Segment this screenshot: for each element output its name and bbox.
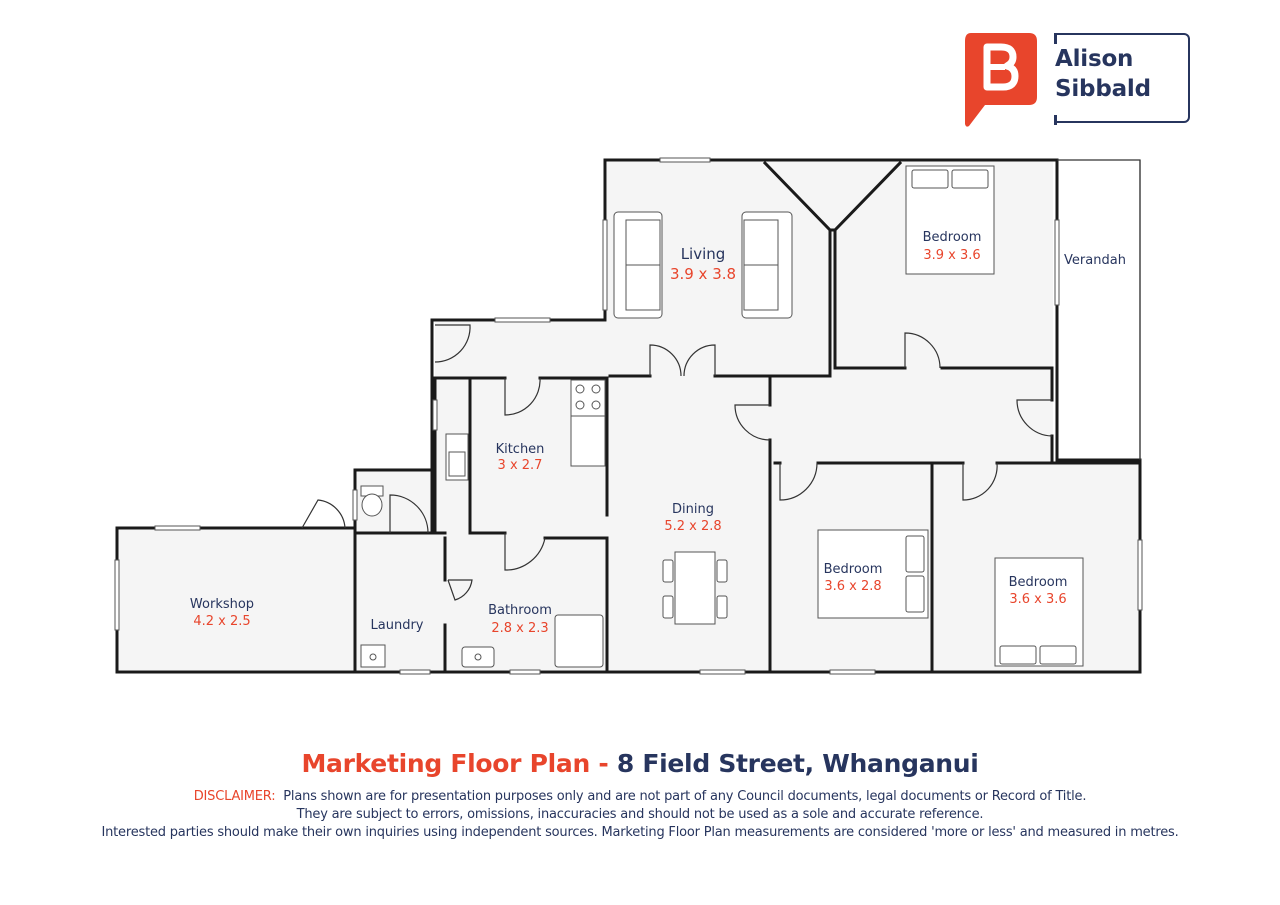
bathroom-label: Bathroom <box>488 603 552 618</box>
disclaimer-line-2: They are subject to errors, omissions, inaccuracies and should not be used as a sole and accurate reference. <box>296 807 984 822</box>
bathroom-dims: 2.8 x 2.3 <box>491 621 549 636</box>
bedroom-2-label: Bedroom <box>823 562 883 577</box>
bedroom-3-label: Bedroom <box>1008 575 1068 590</box>
disclaimer-text-1: Plans shown are for presentation purposes only and are not part of any Council documents, legal documents or Record of Title. <box>283 789 1087 804</box>
workshop-dims: 4.2 x 2.5 <box>193 614 251 629</box>
dining-dims: 5.2 x 2.8 <box>664 519 722 534</box>
bedroom-3-dims: 3.6 x 3.6 <box>1009 592 1067 607</box>
disclaimer <box>0 788 1280 842</box>
bedroom-1-label: Bedroom <box>922 230 982 245</box>
living-dims: 3.9 x 3.8 <box>669 265 737 283</box>
living-label: Living <box>680 245 726 263</box>
kitchen-dims: 3 x 2.7 <box>497 458 543 473</box>
dining-label: Dining <box>672 502 714 517</box>
laundry-label: Laundry <box>370 618 424 633</box>
disclaimer-label: DISCLAIMER: <box>193 789 276 804</box>
bedroom-2-dims: 3.6 x 2.8 <box>824 579 882 594</box>
brand-name-line1: Alison <box>1055 46 1134 72</box>
verandah-label: Verandah <box>1064 253 1126 268</box>
bedroom-1-dims: 3.9 x 3.6 <box>923 248 981 263</box>
workshop-label: Workshop <box>189 597 255 612</box>
disclaimer-line-1 <box>0 788 1280 806</box>
plan-title-prefix: Marketing Floor Plan - <box>301 749 617 778</box>
kitchen-label: Kitchen <box>495 442 545 457</box>
brand-name-line2: Sibbald <box>1055 76 1151 102</box>
disclaimer-line-3: Interested parties should make their own inquiries using independent sources. Marketing Floor Plan measurements are considered 'more or less' and measured in metres. <box>101 825 1179 840</box>
plan-title <box>0 749 1280 778</box>
plan-title-address: 8 Field Street, Whanganui <box>616 749 979 778</box>
